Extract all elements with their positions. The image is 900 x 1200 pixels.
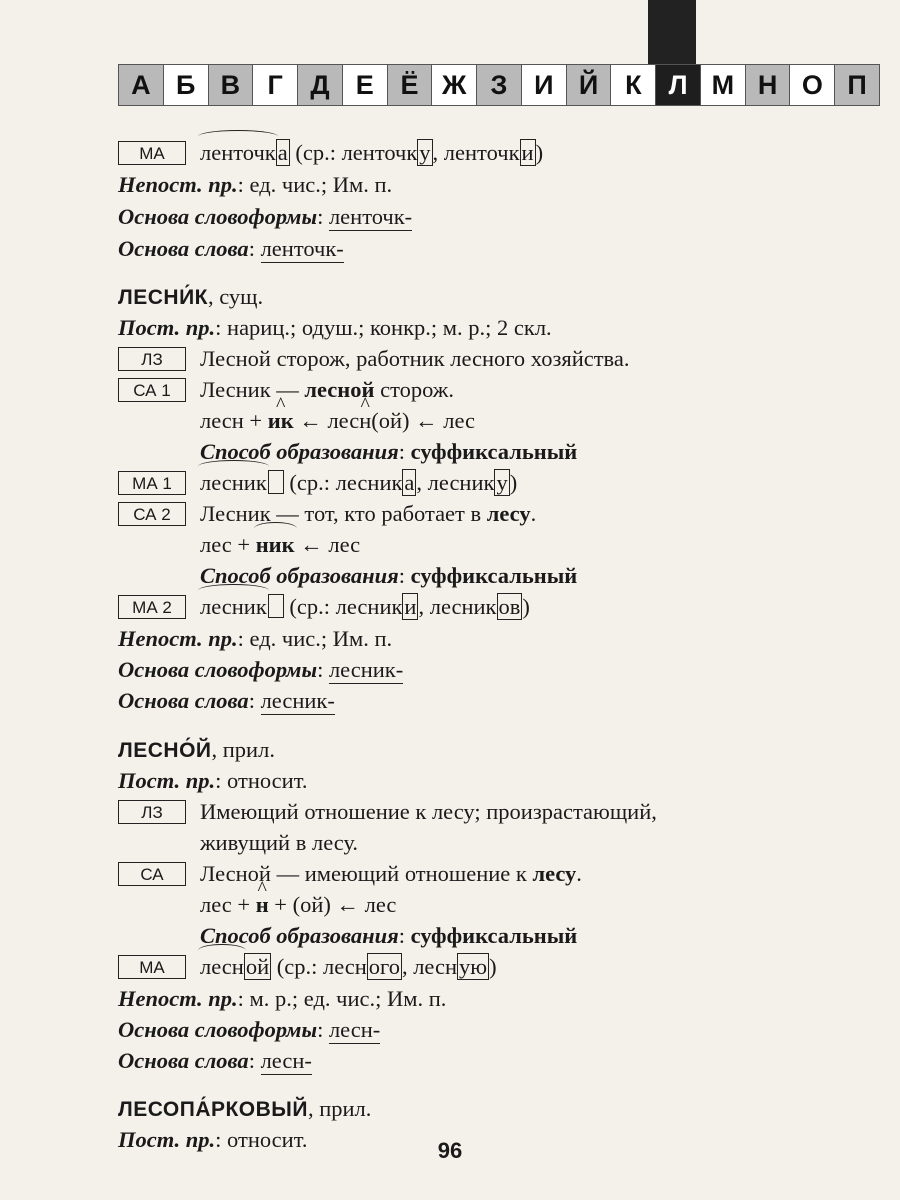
suffix-mark: ник bbox=[256, 530, 295, 560]
tag-ma: МА bbox=[118, 955, 186, 979]
alphabet-letter: Б bbox=[164, 64, 209, 106]
entry-lesnoy-lz-cont: живущий в лесу. bbox=[200, 830, 359, 855]
entry-lesnik-sa2-formula: лес + ник ← лес bbox=[200, 530, 360, 560]
entry-lesnik-lz: ЛЗ Лесной сторож, работник лесного хозяйства. bbox=[118, 344, 630, 374]
entry-lesnik-sa2-sposob: Способ образования: суффиксальный bbox=[200, 563, 578, 588]
entry-lesnik-sa2: СА 2 Лесник — тот, кто работает в лесу. bbox=[118, 499, 536, 529]
alphabet-letter: К bbox=[611, 64, 656, 106]
entry-lesnoy-osnova-sl: Основа слова: лесн- bbox=[118, 1048, 312, 1073]
ending-box: и bbox=[404, 594, 417, 619]
alphabet-letter: З bbox=[477, 64, 522, 106]
stem-underline: ленточк- bbox=[260, 236, 344, 261]
zero-ending-box bbox=[268, 470, 284, 494]
entry-lentochka-ma: МА ленточка (ср.: ленточку, ленточки) bbox=[118, 138, 543, 168]
entry-lesnik-ma1: МА 1 лесник (ср.: лесника, леснику) bbox=[118, 468, 517, 498]
entry-lesnoy-sa-formula: лес + ^ н + (ой) ← лес bbox=[200, 890, 396, 920]
entry-lesnik-osnova-sl: Основа слова: лесник- bbox=[118, 688, 335, 713]
alphabet-letter: М bbox=[701, 64, 746, 106]
alphabet-letter: О bbox=[790, 64, 835, 106]
entry-lentochka-nepost: Непост. пр.: ед. чис.; Им. п. bbox=[118, 172, 393, 197]
alphabet-letter: Й bbox=[567, 64, 612, 106]
entry-lesnoy-ma: МА лесной (ср.: лесного, лесную) bbox=[118, 952, 497, 982]
suffix-mark: ^ н bbox=[256, 890, 269, 920]
stem-underline: лесник- bbox=[328, 657, 404, 682]
entry-lesnik-osnova-sf: Основа словоформы: лесник- bbox=[118, 657, 404, 682]
ending-box: и bbox=[521, 140, 534, 165]
alphabet-letter: Ё bbox=[388, 64, 433, 106]
stem-underline: ленточк- bbox=[328, 204, 413, 229]
ending-box: ой bbox=[245, 954, 270, 979]
stem-underline: лесн- bbox=[260, 1048, 312, 1073]
entry-lesnoy-sa: СА Лесной — имеющий отношение к лесу. bbox=[118, 859, 582, 889]
tag-lz: ЛЗ bbox=[118, 800, 186, 824]
alphabet-letter: В bbox=[209, 64, 254, 106]
tag-sa: СА bbox=[118, 862, 186, 886]
ending-box: ов bbox=[498, 594, 521, 619]
entry-lesnik-ma2: МА 2 лесник (ср.: лесники, лесников) bbox=[118, 592, 530, 622]
root-mark: лесн bbox=[200, 952, 244, 982]
entry-lesnoy-sposob: Способ образования: суффиксальный bbox=[200, 923, 578, 948]
alphabet-letter: А bbox=[118, 64, 164, 106]
alphabet-index-bar bbox=[118, 64, 880, 106]
entry-lesnoy-headword: ЛЕСНО́Й, прил. bbox=[118, 737, 275, 762]
entry-lesoparkovy-post: Пост. пр.: относит. bbox=[118, 1127, 308, 1152]
alphabet-letter: Ж bbox=[432, 64, 477, 106]
tag-sa2: СА 2 bbox=[118, 502, 186, 526]
entry-lesnik-sa1-sposob: Способ образования: суффиксальный bbox=[200, 439, 578, 464]
alphabet-letter: И bbox=[522, 64, 567, 106]
stem-underline: лесник- bbox=[260, 688, 335, 713]
entry-lesnoy-lz: ЛЗ Имеющий отношение к лесу; произрастающий, bbox=[118, 797, 657, 827]
alphabet-letter: Е bbox=[343, 64, 388, 106]
entry-lesnoy-post: Пост. пр.: относит. bbox=[118, 768, 308, 793]
ending-box: у bbox=[496, 470, 508, 495]
alphabet-letter-active: Л bbox=[656, 64, 701, 106]
ending-box: у bbox=[419, 140, 431, 165]
ending-box: а bbox=[404, 470, 415, 495]
suffix-mark: ^ н bbox=[359, 406, 371, 436]
entry-lesnik-headword: ЛЕСНИ́К, сущ. bbox=[118, 284, 264, 309]
alphabet-letter: П bbox=[835, 64, 880, 106]
tag-sa1: СА 1 bbox=[118, 378, 186, 402]
zero-ending-box bbox=[268, 594, 284, 618]
root-mark: лесник bbox=[200, 592, 267, 622]
alphabet-letter: Г bbox=[253, 64, 298, 106]
suffix-mark: ^ ик bbox=[268, 406, 294, 436]
headword: ЛЕСНО́Й bbox=[118, 739, 212, 762]
tag-ma2: МА 2 bbox=[118, 595, 186, 619]
headword: ЛЕСОПА́РКОВЫЙ bbox=[118, 1098, 308, 1121]
alphabet-letter: Д bbox=[298, 64, 343, 106]
entry-lesnik-sa1-formula: лесн + ^ ик ← лес^ н(ой) ← лес bbox=[200, 406, 475, 436]
ending-box: а bbox=[277, 140, 288, 165]
entry-lesnoy-nepost: Непост. пр.: м. р.; ед. чис.; Им. п. bbox=[118, 986, 447, 1011]
entry-lesnik-post: Пост. пр.: нариц.; одуш.; конкр.; м. р.; 2 скл. bbox=[118, 315, 552, 340]
ending-box: ого bbox=[368, 954, 400, 979]
entry-lentochka-osnova-sf: Основа словоформы: ленточк- bbox=[118, 204, 413, 229]
section-tab-marker bbox=[648, 0, 696, 64]
entry-lentochka-osnova-sl: Основа слова: ленточк- bbox=[118, 236, 344, 261]
alphabet-letter: Н bbox=[746, 64, 791, 106]
entry-lesnoy-osnova-sf: Основа словоформы: лесн- bbox=[118, 1017, 381, 1042]
tag-lz: ЛЗ bbox=[118, 347, 186, 371]
page-number: 96 bbox=[437, 1138, 463, 1163]
root-mark: ленточк bbox=[200, 138, 276, 168]
tag-ma: МА bbox=[118, 141, 186, 165]
tag-ma1: МА 1 bbox=[118, 471, 186, 495]
root-mark: лесник bbox=[200, 468, 267, 498]
stem-underline: лесн- bbox=[328, 1017, 381, 1042]
entry-lesnik-sa1: СА 1 Лесник — лесной сторож. bbox=[118, 375, 454, 405]
entry-lesnik-nepost: Непост. пр.: ед. чис.; Им. п. bbox=[118, 626, 393, 651]
headword: ЛЕСНИ́К bbox=[118, 286, 208, 309]
ending-box: ую bbox=[459, 954, 488, 979]
entry-lesoparkovy-headword: ЛЕСОПА́РКОВЫЙ, прил. bbox=[118, 1096, 372, 1121]
